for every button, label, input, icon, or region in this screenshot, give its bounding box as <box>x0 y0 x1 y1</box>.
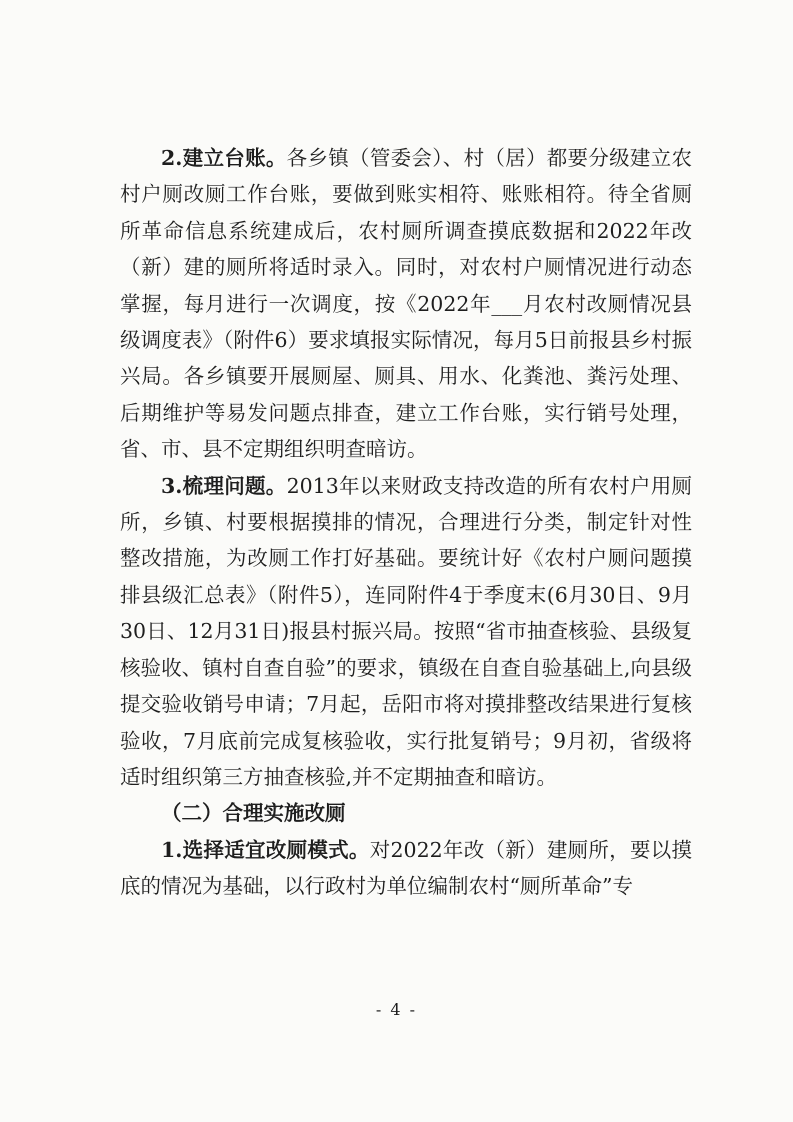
paragraph-lead: 2.建立台账。 <box>161 146 287 170</box>
paragraph-text: 各乡镇（管委会）、村（居）都要分级建立农村户厕改厕工作台账，要做到账实相符、账账相符。待全省厕所革命信息系统建成后，农村厕所调查摸底数据和2022年改（新）建的厕所将适时录入。同时，对农村户厕情况进行动态掌握，每月进行一次调度，按《2022年___月农村改厕情况县级调度表》（附件6）要求填报实际情况，每月5日前报县乡村振兴局。各乡镇要开展厕屋、厕具、用水、化粪池、粪污处理、后期维护等易发问题点排查，建立工作台账，实行销号处理，省、市、县不定期组织明查暗访。 <box>120 146 693 462</box>
body-text <box>120 140 692 905</box>
section-heading-text: （二）合理实施改厕 <box>161 801 346 826</box>
paragraph-text: 2013年以来财政支持改造的所有农村户用厕所，乡镇、村要根据摸排的情况，合理进行分类，制定针对性整改措施，为改厕工作打好基础。要统计好《农村户厕问题摸排县级汇总表》（附件5），连同附件4于季度末(6月30日、9月30日、12月31日)报县村振兴局。按照“省市抽查核验、县级复核验收、镇村自查自验”的要求，镇级在自查自验基础上,向县级提交验收销号申请；7月起，岳阳市将对摸排整改结果进行复核验收，7月底前完成复核验收，实行批复销号；9月初，省级将适时组织第三方抽查核验,并不定期抽查和暗访。 <box>120 473 692 789</box>
paragraph-lead: 1.选择适宜改厕模式。 <box>161 837 370 862</box>
paragraph-text: 对2022年改（新）建厕所，要以摸底的情况为基础，以行政村为单位编制农村“厕所革命”专 <box>120 837 693 899</box>
section-heading <box>120 795 692 831</box>
paragraph-choose-mode <box>120 832 692 905</box>
paragraph-establish-ledger <box>120 140 692 468</box>
paragraph-sort-problems <box>120 468 692 796</box>
page-number: - 4 - <box>375 1000 418 1019</box>
paragraph-lead: 3.梳理问题。 <box>161 473 287 498</box>
